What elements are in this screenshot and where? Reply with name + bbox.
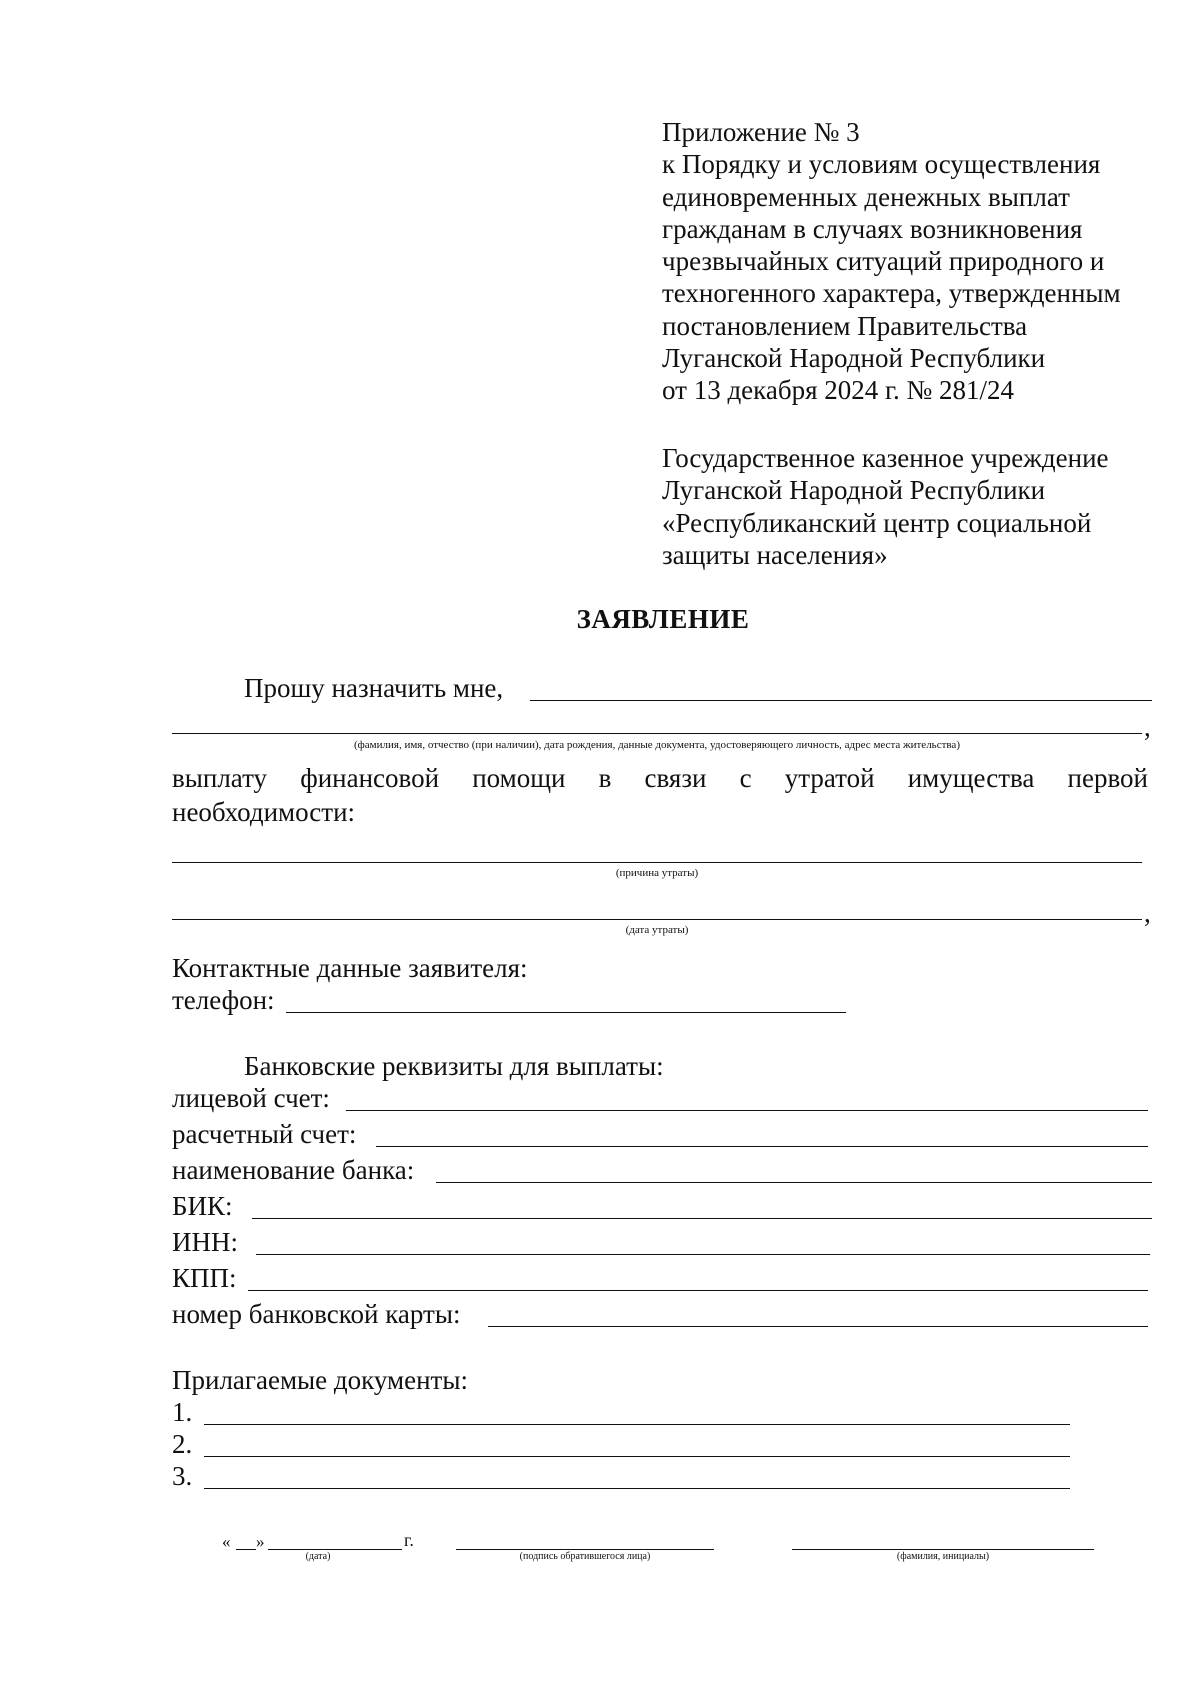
bank-label-settlement-account: расчетный счет: — [172, 1119, 357, 1149]
settlement-account-field[interactable] — [376, 1146, 1148, 1147]
annex-line: Приложение № 3 — [662, 117, 860, 147]
annex-line: к Порядку и условиям осуществления — [662, 149, 1101, 180]
personal-account-field[interactable] — [346, 1110, 1148, 1111]
document-field-3[interactable] — [204, 1488, 1070, 1489]
applicant-name-field-line1[interactable] — [530, 700, 1152, 701]
kpp-field[interactable] — [248, 1290, 1148, 1291]
document-title: ЗАЯВЛЕНИЕ — [576, 604, 750, 634]
annex-line: техногенного характера, утвержденным — [662, 278, 1121, 309]
annex-line: гражданам в случаях возникновения — [662, 213, 1083, 244]
document-item-number: 2. — [172, 1429, 193, 1459]
loss-date-caption: (дата утраты) — [625, 924, 689, 936]
bank-label-bank-name: наименование банка: — [172, 1155, 415, 1185]
inn-field[interactable] — [256, 1254, 1150, 1255]
bank-label-card-number: номер банковской карты: — [172, 1299, 461, 1329]
document-item-number: 3. — [172, 1461, 193, 1491]
document-item-number: 1. — [172, 1397, 193, 1427]
request-intro: Прошу назначить мне, — [244, 673, 504, 703]
date-close-quote: » — [256, 1532, 265, 1551]
document-field-1[interactable] — [204, 1424, 1070, 1425]
annex-line: единовременных денежных выплат — [662, 181, 1070, 212]
recipient-line: Луганской Народной Республики — [662, 475, 1046, 506]
recipient-block — [662, 442, 1182, 571]
surname-initials-caption: (фамилия, инициалы) — [896, 1551, 990, 1562]
applicant-details-field-line2[interactable] — [172, 733, 1142, 734]
annex-line: чрезвычайных ситуаций природного и — [662, 246, 1105, 277]
surname-initials-field[interactable] — [792, 1549, 1094, 1550]
applicant-details-caption: (фамилия, имя, отчество (при наличии), дата рождения, данные документа, удостоверяющего личность, адрес места жительства) — [354, 739, 960, 751]
signature-date-caption: (дата) — [305, 1551, 331, 1562]
recipient-line: «Республиканский центр социальной — [662, 507, 1092, 538]
bik-field[interactable] — [252, 1218, 1152, 1219]
contacts-heading: Контактные данные заявителя: — [172, 953, 528, 983]
bank-heading: Банковские реквизиты для выплаты: — [244, 1051, 664, 1081]
signature-caption: (подпись обратившегося лица) — [519, 1551, 651, 1562]
loss-date-comma: , — [1144, 898, 1151, 928]
date-open-quote: « — [222, 1532, 231, 1551]
annex-block — [662, 116, 1182, 407]
bank-label-personal-account: лицевой счет: — [172, 1083, 330, 1113]
day-field[interactable] — [236, 1549, 256, 1550]
card-number-field[interactable] — [488, 1326, 1148, 1327]
annex-line: постановлением Правительства — [662, 310, 1028, 341]
loss-reason-caption: (причина утраты) — [615, 867, 699, 879]
phone-field[interactable] — [286, 1012, 846, 1013]
bank-name-field[interactable] — [436, 1182, 1152, 1183]
payment-text-line1: выплату финансовой помощи в связи с утратой имущества первой — [172, 763, 1148, 793]
applicant-comma: , — [1144, 712, 1151, 742]
recipient-line: Государственное казенное учреждение — [662, 443, 1109, 473]
year-suffix: г. — [404, 1530, 414, 1550]
annex-line: Луганской Народной Республики — [662, 343, 1046, 374]
bank-label-bik: БИК: — [172, 1191, 233, 1221]
bank-label-inn: ИНН: — [172, 1227, 238, 1257]
signature-field[interactable] — [456, 1549, 714, 1550]
bank-label-kpp: КПП: — [172, 1263, 237, 1293]
document-field-2[interactable] — [204, 1456, 1070, 1457]
loss-date-field[interactable] — [172, 919, 1142, 920]
recipient-line: защиты населения» — [662, 539, 888, 570]
phone-label: телефон: — [172, 985, 275, 1015]
loss-reason-field[interactable] — [172, 862, 1142, 863]
annex-line: от 13 декабря 2024 г. № 281/24 — [662, 375, 1015, 406]
month-year-field[interactable] — [268, 1549, 402, 1550]
documents-heading: Прилагаемые документы: — [172, 1365, 468, 1395]
payment-text-line2: необходимости: — [172, 797, 356, 827]
